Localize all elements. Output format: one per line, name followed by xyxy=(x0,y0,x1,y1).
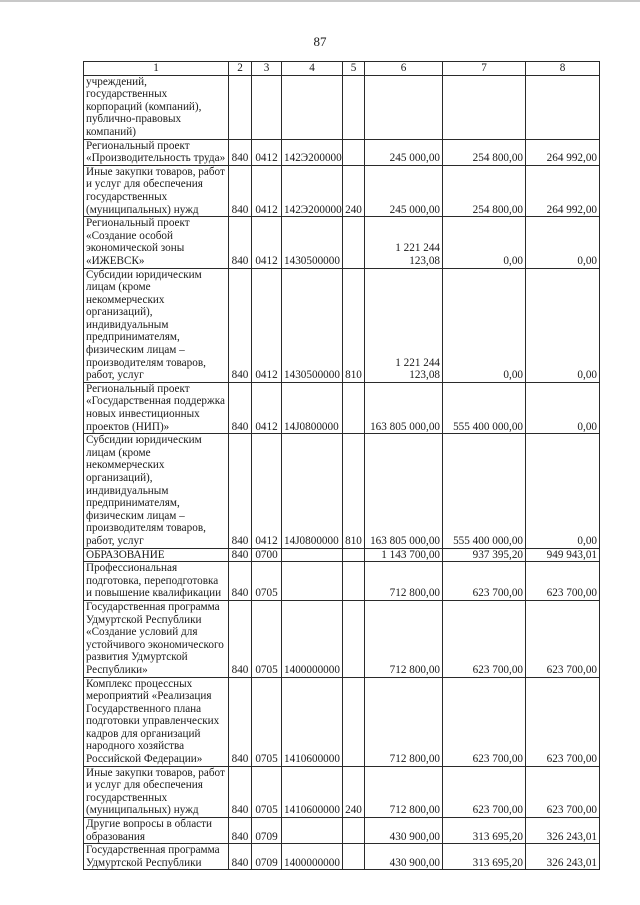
table-row xyxy=(84,75,600,139)
row-target-code xyxy=(282,75,343,139)
row-section-code: 0709 xyxy=(252,818,282,844)
table-row xyxy=(84,818,600,844)
header-col-5: 5 xyxy=(343,62,365,76)
row-expense-type xyxy=(343,844,365,870)
row-value-col8: 949 943,01 xyxy=(526,548,600,562)
row-value-col6: 712 800,00 xyxy=(365,562,443,601)
row-value-col6: 1 221 244 123,08 xyxy=(365,217,443,268)
row-name: Государственная программа Удмуртской Республики xyxy=(84,844,229,870)
row-glav-code: 840 xyxy=(229,818,252,844)
row-value-col7: 555 400 000,00 xyxy=(443,382,526,433)
row-name: Субсидии юридическим лицам (кроме некоммерческих организаций), индивидуальным предпринимателям, физическим лицам – производителям товаров, работ, услуг xyxy=(84,434,229,548)
table-row xyxy=(84,562,600,601)
header-col-3: 3 xyxy=(252,62,282,76)
row-value-col6: 712 800,00 xyxy=(365,600,443,677)
row-expense-type xyxy=(343,818,365,844)
row-value-col8: 623 700,00 xyxy=(526,766,600,817)
row-target-code: 1400000000 xyxy=(282,844,343,870)
row-name: Субсидии юридическим лицам (кроме некоммерческих организаций), индивидуальным предпринимателям, физическим лицам – производителям товаров, работ, услуг xyxy=(84,268,229,382)
row-expense-type xyxy=(343,548,365,562)
row-value-col7: 0,00 xyxy=(443,268,526,382)
header-col-8: 8 xyxy=(526,62,600,76)
row-name: Региональный проект «Создание особой экономической зоны «ИЖЕВСК» xyxy=(84,217,229,268)
row-value-col6: 163 805 000,00 xyxy=(365,382,443,433)
header-col-2: 2 xyxy=(229,62,252,76)
table-row xyxy=(84,139,600,165)
row-target-code: 1430500000 xyxy=(282,217,343,268)
row-glav-code: 840 xyxy=(229,548,252,562)
row-name: учреждений, государственных корпораций (компаний), публично-правовых компаний) xyxy=(84,75,229,139)
row-glav-code: 840 xyxy=(229,766,252,817)
row-expense-type: 810 xyxy=(343,434,365,548)
header-col-7: 7 xyxy=(443,62,526,76)
row-value-col7: 254 800,00 xyxy=(443,139,526,165)
row-value-col8 xyxy=(526,75,600,139)
row-expense-type xyxy=(343,75,365,139)
row-value-col8: 264 992,00 xyxy=(526,139,600,165)
row-target-code: 1430500000 xyxy=(282,268,343,382)
row-value-col6: 163 805 000,00 xyxy=(365,434,443,548)
row-glav-code: 840 xyxy=(229,139,252,165)
row-section-code: 0705 xyxy=(252,677,282,766)
row-value-col6: 245 000,00 xyxy=(365,139,443,165)
page-top-edge xyxy=(0,0,640,2)
row-target-code: 1410600000 xyxy=(282,677,343,766)
row-expense-type: 240 xyxy=(343,766,365,817)
row-value-col7: 937 395,20 xyxy=(443,548,526,562)
row-glav-code: 840 xyxy=(229,165,252,216)
row-name: ОБРАЗОВАНИЕ xyxy=(84,548,229,562)
row-value-col6: 430 900,00 xyxy=(365,818,443,844)
row-value-col8: 623 700,00 xyxy=(526,562,600,601)
row-value-col6: 430 900,00 xyxy=(365,844,443,870)
table-row xyxy=(84,766,600,817)
row-target-code: 1400000000 xyxy=(282,600,343,677)
page-number: 87 xyxy=(313,34,327,49)
row-value-col8: 264 992,00 xyxy=(526,165,600,216)
row-section-code: 0700 xyxy=(252,548,282,562)
row-glav-code: 840 xyxy=(229,844,252,870)
table-row xyxy=(84,217,600,268)
row-value-col7: 555 400 000,00 xyxy=(443,434,526,548)
table-row xyxy=(84,600,600,677)
row-value-col7 xyxy=(443,75,526,139)
row-glav-code: 840 xyxy=(229,677,252,766)
row-value-col7: 313 695,20 xyxy=(443,818,526,844)
row-value-col7: 623 700,00 xyxy=(443,677,526,766)
row-section-code: 0709 xyxy=(252,844,282,870)
row-target-code xyxy=(282,562,343,601)
row-value-col8: 623 700,00 xyxy=(526,677,600,766)
row-value-col8: 326 243,01 xyxy=(526,818,600,844)
row-glav-code: 840 xyxy=(229,562,252,601)
row-glav-code: 840 xyxy=(229,217,252,268)
row-target-code: 14J0800000 xyxy=(282,434,343,548)
row-value-col8: 326 243,01 xyxy=(526,844,600,870)
row-section-code xyxy=(252,75,282,139)
row-value-col8: 623 700,00 xyxy=(526,600,600,677)
row-glav-code: 840 xyxy=(229,382,252,433)
header-row xyxy=(84,62,600,76)
row-value-col7: 623 700,00 xyxy=(443,562,526,601)
row-glav-code: 840 xyxy=(229,268,252,382)
row-value-col6: 712 800,00 xyxy=(365,766,443,817)
row-expense-type xyxy=(343,600,365,677)
row-value-col7: 0,00 xyxy=(443,217,526,268)
row-name: Другие вопросы в области образования xyxy=(84,818,229,844)
row-glav-code: 840 xyxy=(229,600,252,677)
row-value-col8: 0,00 xyxy=(526,434,600,548)
row-section-code: 0705 xyxy=(252,600,282,677)
table-row xyxy=(84,165,600,216)
row-target-code: 14J0800000 xyxy=(282,382,343,433)
row-glav-code xyxy=(229,75,252,139)
row-target-code: 142Э200000 xyxy=(282,139,343,165)
row-value-col7: 313 695,20 xyxy=(443,844,526,870)
row-target-code xyxy=(282,818,343,844)
table-row xyxy=(84,677,600,766)
table-row xyxy=(84,268,600,382)
budget-table xyxy=(83,61,600,870)
row-expense-type xyxy=(343,139,365,165)
header-col-6: 6 xyxy=(365,62,443,76)
table-row xyxy=(84,382,600,433)
row-section-code: 0412 xyxy=(252,217,282,268)
table-row xyxy=(84,844,600,870)
row-value-col6: 1 143 700,00 xyxy=(365,548,443,562)
row-expense-type: 810 xyxy=(343,268,365,382)
table-row xyxy=(84,548,600,562)
row-value-col6 xyxy=(365,75,443,139)
row-name: Государственная программа Удмуртской Республики «Создание условий для устойчивого экономического развития Удмуртской Республики» xyxy=(84,600,229,677)
row-name: Региональный проект «Производительность труда» xyxy=(84,139,229,165)
row-value-col6: 1 221 244 123,08 xyxy=(365,268,443,382)
row-name: Комплекс процессных мероприятий «Реализация Государственного плана подготовки управленческих кадров для организаций народного хозяйства Российской Федерации» xyxy=(84,677,229,766)
row-target-code: 142Э200000 xyxy=(282,165,343,216)
row-expense-type xyxy=(343,382,365,433)
row-value-col7: 623 700,00 xyxy=(443,600,526,677)
row-section-code: 0705 xyxy=(252,766,282,817)
row-value-col6: 245 000,00 xyxy=(365,165,443,216)
table-row xyxy=(84,434,600,548)
row-section-code: 0412 xyxy=(252,382,282,433)
row-value-col8: 0,00 xyxy=(526,382,600,433)
row-section-code: 0412 xyxy=(252,434,282,548)
row-expense-type: 240 xyxy=(343,165,365,216)
row-section-code: 0412 xyxy=(252,268,282,382)
header-col-1: 1 xyxy=(84,62,229,76)
row-name: Иные закупки товаров, работ и услуг для обеспечения государственных (муниципальных) нужд xyxy=(84,766,229,817)
row-name: Региональный проект «Государственная поддержка новых инвестиционных проектов (НИП)» xyxy=(84,382,229,433)
row-expense-type xyxy=(343,562,365,601)
row-section-code: 0412 xyxy=(252,165,282,216)
row-target-code: 1410600000 xyxy=(282,766,343,817)
row-target-code xyxy=(282,548,343,562)
row-name: Профессиональная подготовка, переподготовка и повышение квалификации xyxy=(84,562,229,601)
row-section-code: 0412 xyxy=(252,139,282,165)
row-value-col7: 623 700,00 xyxy=(443,766,526,817)
row-expense-type xyxy=(343,677,365,766)
row-expense-type xyxy=(343,217,365,268)
row-value-col8: 0,00 xyxy=(526,268,600,382)
row-value-col6: 712 800,00 xyxy=(365,677,443,766)
header-col-4: 4 xyxy=(282,62,343,76)
row-glav-code: 840 xyxy=(229,434,252,548)
row-value-col8: 0,00 xyxy=(526,217,600,268)
row-name: Иные закупки товаров, работ и услуг для обеспечения государственных (муниципальных) нужд xyxy=(84,165,229,216)
row-section-code: 0705 xyxy=(252,562,282,601)
row-value-col7: 254 800,00 xyxy=(443,165,526,216)
